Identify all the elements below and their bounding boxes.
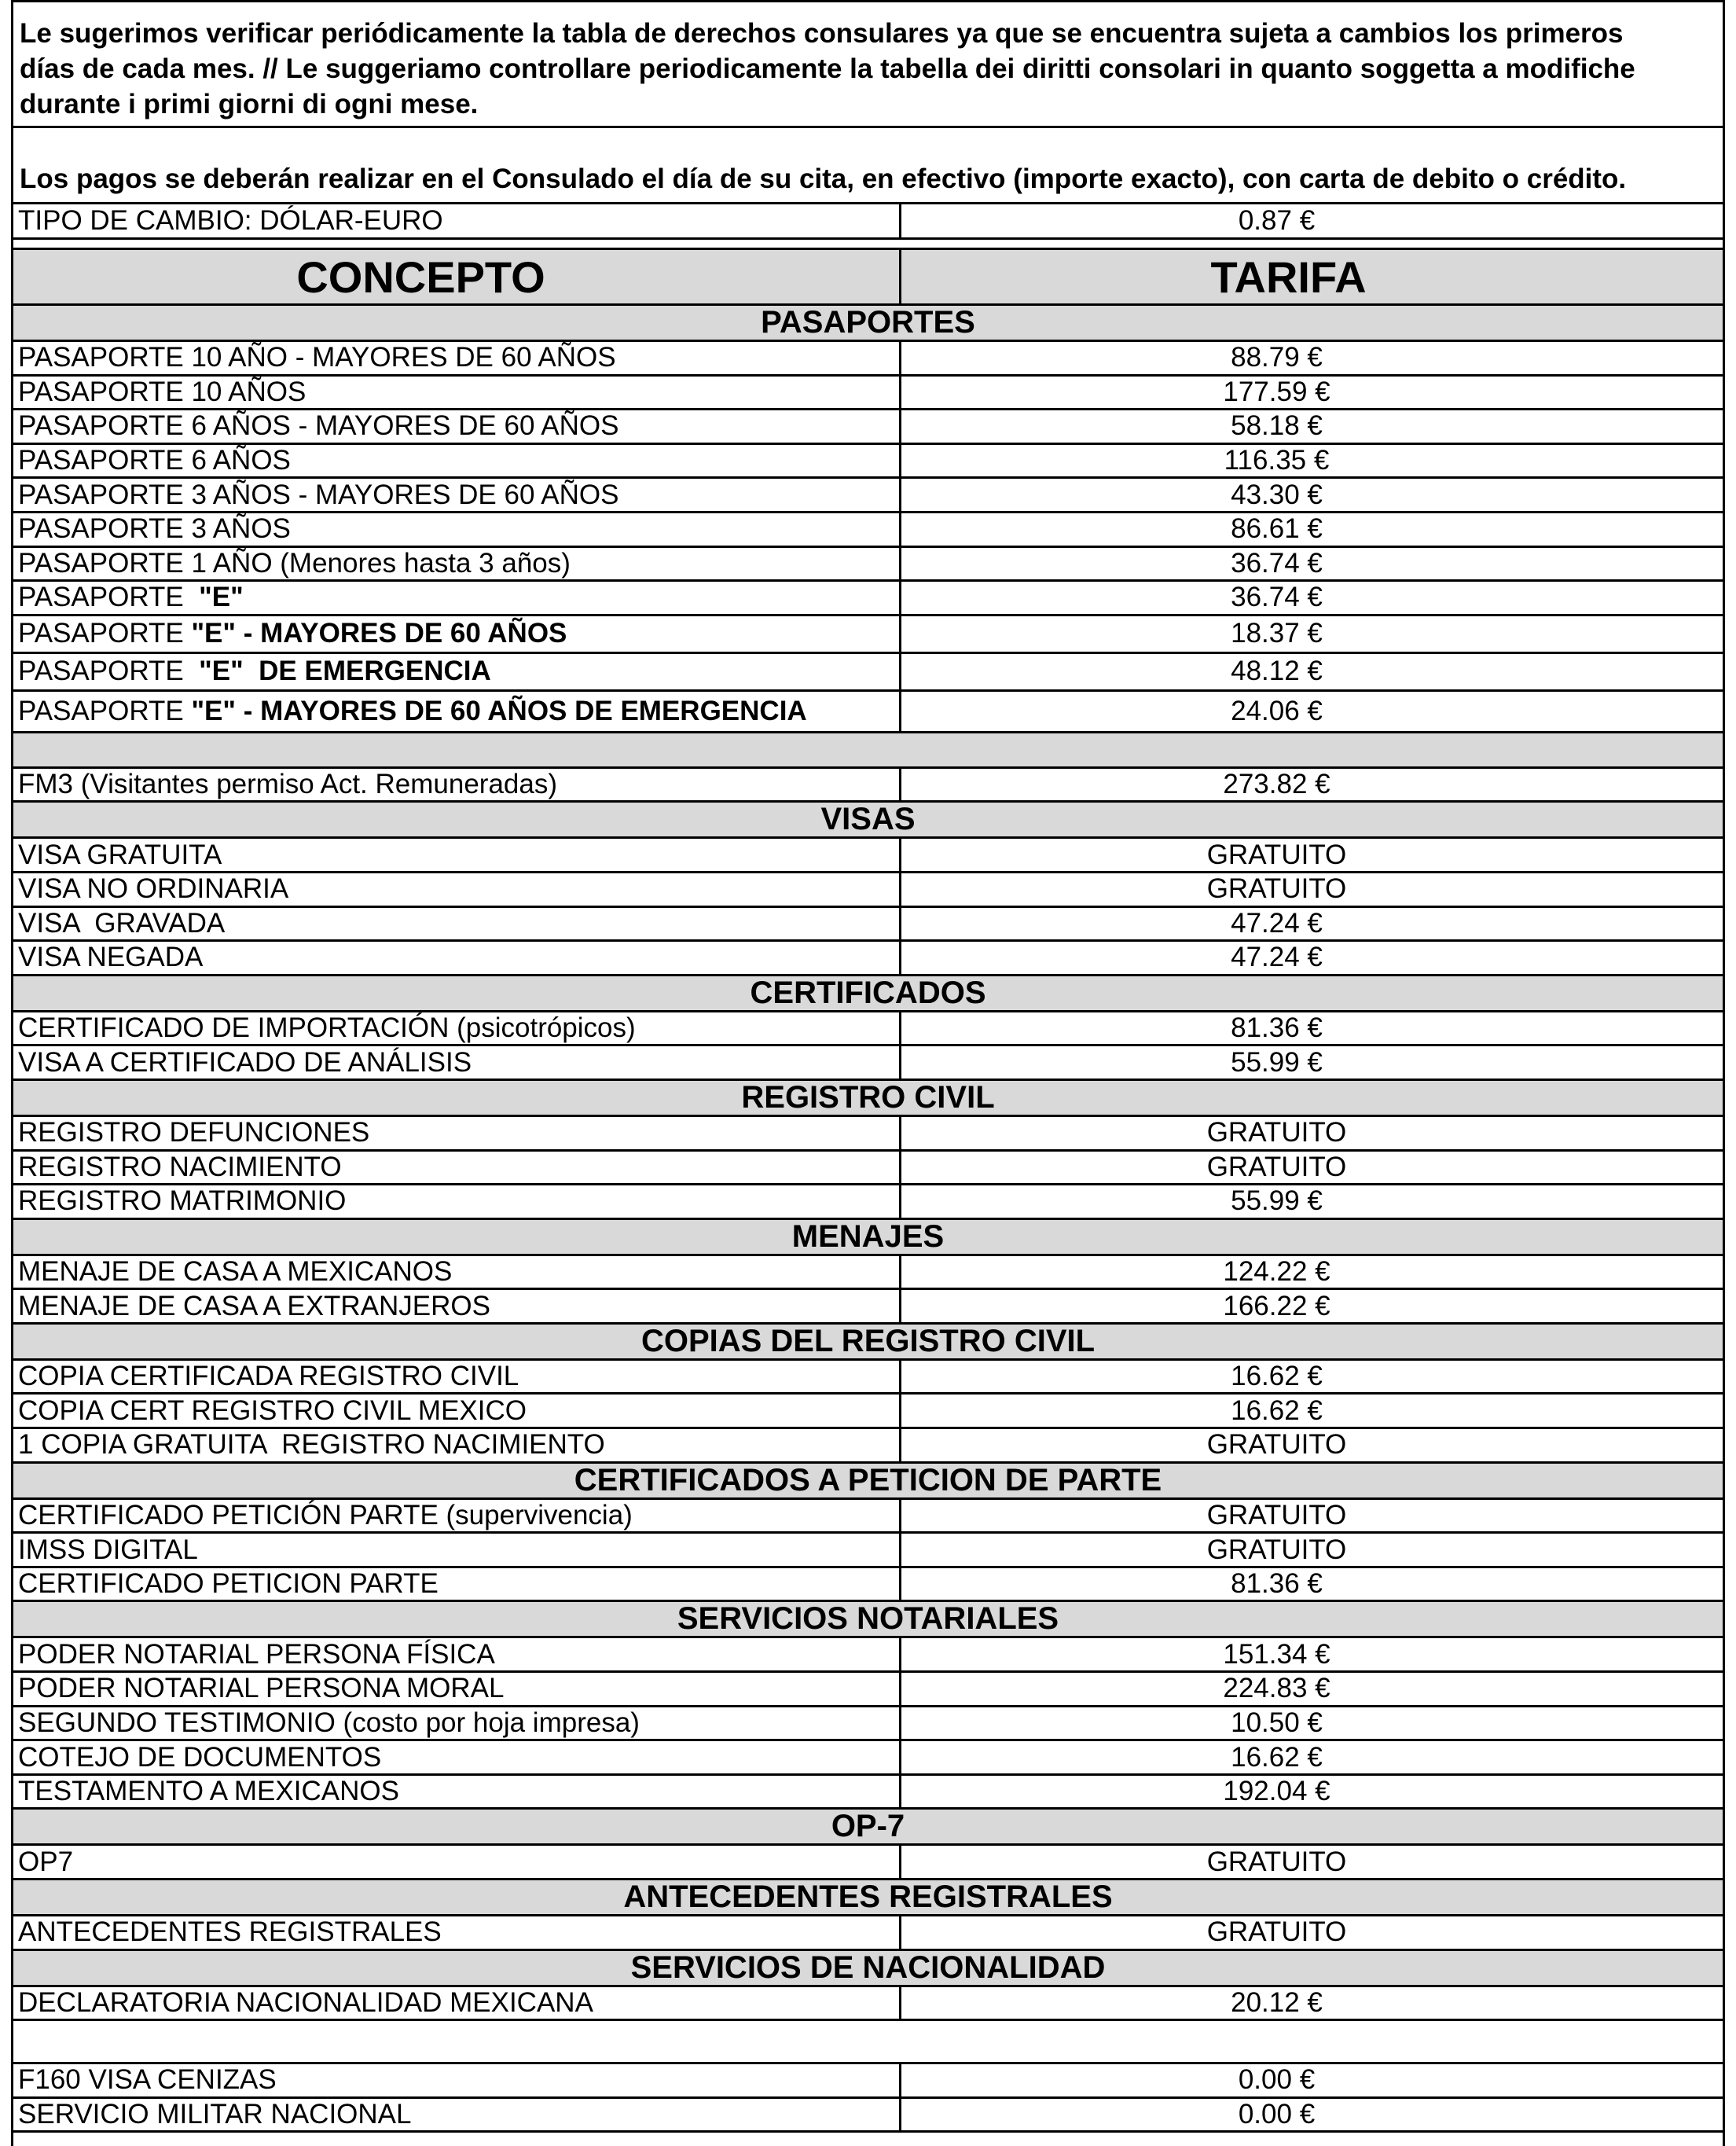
notice-payment: Los pagos se deberán realizar en el Consulado el día de su cita, en efectivo (importe exacto), con carta de debito o crédito. (20, 164, 1627, 194)
section-header-row (13, 1951, 1723, 1987)
concept-text: PASAPORTE (18, 582, 200, 613)
concept-text: REGISTRO DEFUNCIONES (18, 1117, 370, 1148)
concept-cell (13, 2064, 901, 2096)
concept-cell (13, 582, 901, 614)
section-title: SERVICIOS NOTARIALES (13, 1602, 1723, 1636)
fee-row (13, 548, 1723, 582)
concept-cell (13, 692, 901, 731)
section-header-row (13, 1464, 1723, 1500)
fee-row (13, 1987, 1723, 2022)
concept-cell (13, 1290, 901, 1322)
fee-cell: 116.35 € (1224, 445, 1330, 476)
spacer-row (13, 240, 1723, 250)
concept-text: DECLARATORIA NACIONALIDAD MEXICANA (18, 1986, 593, 2018)
fee-row (13, 1638, 1723, 1673)
fee-row (13, 654, 1723, 692)
fee-cell: 47.24 € (1231, 942, 1323, 973)
spacer-row (13, 733, 1723, 769)
fee-row (13, 692, 1723, 733)
fee-cell: 273.82 € (1223, 769, 1330, 800)
fee-row (13, 839, 1723, 873)
concept-cell (13, 1776, 901, 1808)
concept-cell (13, 1741, 901, 1773)
fee-row (13, 1152, 1723, 1186)
fee-row (13, 377, 1723, 411)
fee-row (13, 582, 1723, 616)
fee-cell: 0.00 € (1238, 2099, 1316, 2130)
fee-row (13, 942, 1723, 976)
fee-cell: 58.18 € (1231, 410, 1323, 442)
fee-row (13, 1290, 1723, 1325)
fee-row (13, 1673, 1723, 1707)
fee-row (13, 513, 1723, 548)
concept-cell (13, 1707, 901, 1740)
concept-text: ANTECEDENTES REGISTRALES (18, 1916, 442, 1948)
fee-cell: GRATUITO (1206, 1151, 1347, 1182)
concept-text: IMSS DIGITAL (18, 1534, 198, 1565)
section-header-row (13, 1081, 1723, 1117)
notice-divider (13, 126, 1723, 128)
section-title: CERTIFICADOS (13, 976, 1723, 1010)
fee-cell: 16.62 € (1231, 1395, 1323, 1426)
section-title: COPIAS DEL REGISTRO CIVIL (13, 1325, 1723, 1358)
fee-rows (13, 306, 1723, 2133)
fee-row (13, 1500, 1723, 1534)
section-header-row (13, 1602, 1723, 1638)
concept-text: COPIA CERTIFICADA REGISTRO CIVIL (18, 1361, 519, 1392)
concept-cell (13, 1500, 901, 1532)
fee-row (13, 1776, 1723, 1810)
concept-cell (13, 1361, 901, 1393)
concept-text: REGISTRO MATRIMONIO (18, 1185, 347, 1217)
fee-cell: 166.22 € (1223, 1290, 1330, 1321)
concept-text: F160 VISA CENIZAS (18, 2064, 277, 2096)
concept-bold-text: "E" DE EMERGENCIA (199, 656, 491, 687)
concept-bold-text: "E" (199, 582, 244, 613)
exchange-rate-value: 0.87 € (1238, 205, 1316, 236)
fee-row (13, 1117, 1723, 1152)
concept-text: VISA NO ORDINARIA (18, 873, 289, 905)
concept-text: FM3 (Visitantes permiso Act. Remuneradas) (18, 769, 558, 800)
notice-line-2: días de cada mes. // Le suggeriamo controllare periodicamente la tabella dei diritti consolari in quanto soggetta a modifiche (20, 53, 1635, 84)
concept-cell (13, 342, 901, 374)
fee-cell: 36.74 € (1231, 582, 1323, 613)
concept-text: MENAJE DE CASA A MEXICANOS (18, 1255, 453, 1287)
concept-text: COPIA CERT REGISTRO CIVIL MEXICO (18, 1395, 527, 1426)
concept-text: PASAPORTE 6 AÑOS - MAYORES DE 60 AÑOS (18, 410, 619, 442)
section-title: REGISTRO CIVIL (13, 1081, 1723, 1115)
fee-row (13, 1429, 1723, 1464)
section-title: MENAJES (13, 1220, 1723, 1254)
fee-cell: 43.30 € (1231, 479, 1323, 510)
fee-cell: 81.36 € (1231, 1568, 1323, 1600)
concept-cell (13, 1185, 901, 1218)
section-title: VISAS (13, 803, 1723, 836)
concept-cell (13, 1638, 901, 1670)
fee-cell: 16.62 € (1231, 1361, 1323, 1392)
concept-cell (13, 1987, 901, 2019)
fee-row (13, 2099, 1723, 2133)
concept-cell (13, 1117, 901, 1149)
fee-row (13, 410, 1723, 445)
fee-row (13, 1256, 1723, 1291)
fee-row (13, 342, 1723, 377)
fee-cell: 10.50 € (1231, 1707, 1323, 1738)
top-border (13, 0, 1723, 2)
concept-cell (13, 1673, 901, 1705)
concept-text: OP7 (18, 1846, 74, 1877)
section-header-row (13, 306, 1723, 342)
fee-cell: 36.74 € (1231, 547, 1323, 579)
fee-cell: 16.62 € (1231, 1741, 1323, 1773)
fee-row (13, 1846, 1723, 1880)
concept-bold-text: "E" - MAYORES DE 60 AÑOS (191, 618, 567, 649)
concept-cell (13, 410, 901, 443)
fee-row (13, 2064, 1723, 2099)
fee-row (13, 1046, 1723, 1081)
concept-text: REGISTRO NACIMIENTO (18, 1151, 342, 1182)
concept-cell (13, 513, 901, 546)
fee-cell: GRATUITO (1206, 1916, 1347, 1948)
section-header-row (13, 803, 1723, 839)
concept-text: VISA NEGADA (18, 942, 204, 973)
fee-cell: 55.99 € (1231, 1185, 1323, 1217)
concept-text: TESTAMENTO A MEXICANOS (18, 1776, 399, 1807)
fee-cell: 86.61 € (1231, 513, 1323, 545)
fee-row (13, 479, 1723, 513)
concept-text: PODER NOTARIAL PERSONA MORAL (18, 1673, 505, 1704)
section-header-row (13, 1220, 1723, 1256)
concept-cell (13, 654, 901, 689)
fee-sheet (11, 0, 1725, 2146)
fee-cell: 0.00 € (1238, 2064, 1316, 2096)
concept-cell (13, 1534, 901, 1566)
notice-line-3: durante i primi giorni di ogni mese. (20, 89, 479, 119)
concept-text: PASAPORTE (18, 656, 200, 687)
concept-text: SERVICIO MILITAR NACIONAL (18, 2099, 412, 2130)
notice-line-1: Le sugerimos verificar periódicamente la tabla de derechos consulares ya que se encuentra sujeta a cambios los primeros (20, 18, 1624, 49)
concept-text: VISA A CERTIFICADO DE ANÁLISIS (18, 1046, 472, 1078)
concept-text: VISA GRATUITA (18, 839, 222, 870)
fee-cell: 18.37 € (1231, 618, 1323, 649)
concept-text: SEGUNDO TESTIMONIO (costo por hoja impresa) (18, 1707, 640, 1738)
concept-text: PASAPORTE 10 AÑO - MAYORES DE 60 AÑOS (18, 342, 616, 373)
column-header-row (13, 250, 1723, 306)
concept-text: COTEJO DE DOCUMENTOS (18, 1741, 382, 1773)
section-header-row (13, 1325, 1723, 1361)
fee-cell: 48.12 € (1231, 656, 1323, 687)
section-header-row (13, 1810, 1723, 1846)
concept-cell (13, 2099, 901, 2131)
concept-text: PASAPORTE (18, 695, 192, 726)
concept-text: VISA GRAVADA (18, 907, 226, 939)
fee-row (13, 1568, 1723, 1603)
spacer-row (13, 2021, 1723, 2064)
section-title: CERTIFICADOS A PETICION DE PARTE (13, 1464, 1723, 1497)
concept-cell (13, 1429, 901, 1461)
concept-cell (13, 616, 901, 652)
fee-row (13, 873, 1723, 908)
fee-row (13, 445, 1723, 480)
concept-cell (13, 377, 901, 409)
fee-row (13, 1185, 1723, 1220)
fee-cell: 124.22 € (1223, 1255, 1330, 1287)
column-header-concept: CONCEPTO (13, 250, 901, 303)
fee-cell: GRATUITO (1206, 1499, 1347, 1530)
section-header-row (13, 976, 1723, 1012)
concept-text: CERTIFICADO DE IMPORTACIÓN (psicotrópicos) (18, 1012, 636, 1044)
fee-row (13, 769, 1723, 803)
fee-row (13, 1707, 1723, 1742)
fee-row (13, 1361, 1723, 1395)
exchange-rate-row (13, 202, 1723, 240)
fee-row (13, 1916, 1723, 1951)
concept-text: PASAPORTE 3 AÑOS (18, 513, 291, 545)
fee-cell: GRATUITO (1206, 839, 1347, 870)
fee-cell: 81.36 € (1231, 1012, 1323, 1044)
concept-cell (13, 1916, 901, 1949)
fee-cell: 88.79 € (1231, 342, 1323, 373)
fee-row (13, 616, 1723, 654)
concept-cell (13, 908, 901, 940)
concept-cell (13, 479, 901, 511)
section-title: SERVICIOS DE NACIONALIDAD (13, 1951, 1723, 1985)
fee-table (13, 202, 1723, 2133)
notice-periodic-check (13, 16, 1723, 122)
fee-cell: 151.34 € (1223, 1638, 1330, 1670)
fee-cell: GRATUITO (1206, 1534, 1347, 1565)
concept-text: CERTIFICADO PETICION PARTE (18, 1568, 439, 1600)
concept-text: CERTIFICADO PETICIÓN PARTE (supervivencia) (18, 1499, 633, 1530)
concept-cell (13, 1152, 901, 1184)
fee-cell: 24.06 € (1231, 695, 1323, 726)
concept-text: MENAJE DE CASA A EXTRANJEROS (18, 1290, 490, 1321)
concept-text: PASAPORTE 6 AÑOS (18, 445, 291, 476)
concept-text: PASAPORTE 10 AÑOS (18, 376, 306, 407)
concept-text: 1 COPIA GRATUITA REGISTRO NACIMIENTO (18, 1429, 605, 1461)
concept-cell (13, 1046, 901, 1079)
concept-cell (13, 839, 901, 871)
fee-cell: GRATUITO (1206, 873, 1347, 905)
concept-text: PASAPORTE 3 AÑOS - MAYORES DE 60 AÑOS (18, 479, 619, 510)
concept-text: PASAPORTE (18, 618, 192, 649)
concept-cell (13, 1846, 901, 1878)
section-title: OP-7 (13, 1810, 1723, 1843)
concept-cell (13, 769, 901, 801)
fee-cell: GRATUITO (1206, 1117, 1347, 1148)
concept-cell (13, 873, 901, 906)
fee-row (13, 1012, 1723, 1047)
concept-bold-text: "E" - MAYORES DE 60 AÑOS DE EMERGENCIA (191, 695, 807, 726)
fee-cell: GRATUITO (1206, 1846, 1347, 1877)
concept-text: PODER NOTARIAL PERSONA FÍSICA (18, 1638, 495, 1670)
fee-row (13, 908, 1723, 943)
fee-cell: 55.99 € (1231, 1046, 1323, 1078)
concept-cell (13, 1256, 901, 1288)
fee-row (13, 1741, 1723, 1776)
section-title: PASAPORTES (13, 306, 1723, 340)
concept-cell (13, 942, 901, 974)
concept-text: PASAPORTE 1 AÑO (Menores hasta 3 años) (18, 547, 571, 579)
fee-cell: GRATUITO (1206, 1429, 1347, 1461)
fee-cell: 177.59 € (1223, 376, 1330, 407)
fee-cell: 224.83 € (1223, 1673, 1330, 1704)
column-header-fee: TARIFA (901, 250, 1723, 303)
exchange-rate-label: TIPO DE CAMBIO: DÓLAR-EURO (13, 204, 901, 237)
section-header-row (13, 1880, 1723, 1916)
fee-row (13, 1395, 1723, 1429)
concept-cell (13, 1568, 901, 1600)
section-title: ANTECEDENTES REGISTRALES (13, 1880, 1723, 1914)
fee-cell: 20.12 € (1231, 1986, 1323, 2018)
fee-row (13, 1534, 1723, 1568)
concept-cell (13, 1012, 901, 1045)
concept-cell (13, 548, 901, 580)
concept-cell (13, 445, 901, 477)
concept-cell (13, 1395, 901, 1427)
fee-cell: 192.04 € (1223, 1776, 1330, 1807)
fee-cell: 47.24 € (1231, 907, 1323, 939)
